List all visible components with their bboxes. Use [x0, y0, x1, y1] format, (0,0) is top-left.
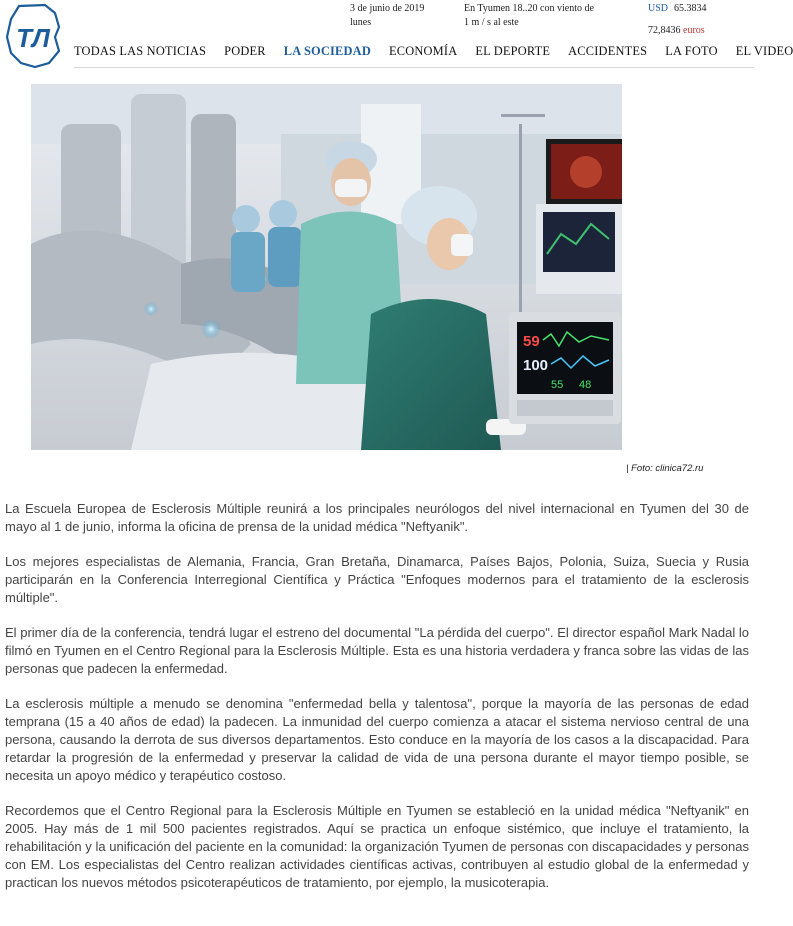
nav-photo[interactable]: LA FOTO [665, 44, 718, 58]
article-paragraph-1: La Escuela Europea de Esclerosis Múltiple reunirá a los principales neurólogos del nivel internacional en Tyumen del 30 de mayo al 1 de junio, informa la oficina de prensa de la unidad médica "Neftyanik". [5, 501, 749, 534]
patient-monitor [509, 312, 621, 424]
eur-label: euros [683, 25, 705, 36]
nav-power[interactable]: PODER [224, 44, 266, 58]
article-paragraph-3: El primer día de la conferencia, tendrá lugar el estreno del documental "La pérdida del cuerpo". El director español Mark Nadal lo filmó en Tyumen en el Centro Regional para la Esclerosis Múltiple. Esta es una historia verdadera y franca sobre las vidas de las personas que padecen la enfermedad. [5, 625, 749, 676]
current-date: 3 de junio de 2019 [350, 3, 425, 14]
article-paragraph-5: Recordemos que el Centro Regional para la Esclerosis Múltiple en Tyumen se estableció en la unidad médica "Neftyanik" en 2005. Hay más de 1 mil 500 pacientes registrados. Aquí se practica un enfoque sistémico, que incluye el tratamiento, la rehabilitación y la unificación del paciente en la comunidad: la organización Tyumen de personas con discapacidades y personas con EM. Los especialistas del Centro realizan actividades científicas activas, contribuyen al estudio global de la enfermedad y practican los nuevos métodos psicoterapéuticos de tratamiento, por ejemplo, la musicoterapia. [5, 803, 749, 890]
logo-text: ТЛ [16, 23, 50, 53]
currency-rates [648, 2, 707, 38]
usd-rate [648, 2, 707, 16]
current-weekday: lunes [350, 17, 372, 28]
nav-accidents[interactable]: ACCIDENTES [568, 44, 648, 58]
nav-video[interactable]: EL VIDEO [735, 44, 793, 58]
monitor-value-2: 100 [523, 357, 549, 374]
date-block [350, 2, 424, 30]
endoscope-monitor [546, 139, 622, 204]
usd-label: USD [648, 3, 669, 14]
nav-divider [74, 67, 754, 68]
article-paragraph-4: La esclerosis múltiple a menudo se denomina "enfermedad bella y talentosa", porque la mayoría de las personas de edad temprana (15 a 40 años de edad) la padecen. La inmunidad del cuerpo comienza a atacar el sistema nervioso central de una persona, causando la derrota de sus diversos departamentos. Esto conduce en la mayoría de los casos a la discapacidad. Para retardar la progresión de la enfermedad y preservar la calidad de vida de una persona durante el mayor tiempo posible, se necesita un apoyo médico y terapéutico costoso. [5, 696, 749, 783]
nav-society[interactable]: LA SOCIEDAD [283, 44, 371, 58]
article-body [5, 500, 749, 909]
weather-line-1: En Tyumen 18..20 con viento de [464, 3, 594, 14]
nav-sport[interactable]: EL DEPORTE [475, 44, 551, 58]
eur-value: 72,8436 [648, 25, 681, 36]
weather-block [464, 2, 609, 30]
monitor-value-3: 55 [551, 379, 564, 391]
main-nav [74, 44, 793, 59]
nav-economy[interactable]: ECONOMÍA [388, 44, 458, 58]
monitor-value-4: 48 [579, 379, 592, 391]
article-photo [31, 84, 622, 450]
ventilator-monitor [536, 204, 622, 294]
article-paragraph-2: Los mejores especialistas de Alemania, Francia, Gran Bretaña, Dinamarca, Países Bajos, Polonia, Suiza, Suecia y Rusia participarán en la Conferencia Interregional Científica y Práctica "Enfoques modernos para el tratamiento de la esclerosis múltiple". [5, 554, 749, 605]
weather-line-2: 1 m / s al este [464, 17, 519, 28]
photo-caption: | Foto: clinica72.ru [626, 463, 704, 474]
site-logo[interactable] [5, 3, 61, 69]
nav-all-news[interactable]: TODAS LAS NOTICIAS [74, 44, 207, 58]
usd-value: 65.3834 [674, 3, 707, 14]
eur-rate [648, 24, 707, 38]
monitor-value-1: 59 [523, 333, 540, 350]
